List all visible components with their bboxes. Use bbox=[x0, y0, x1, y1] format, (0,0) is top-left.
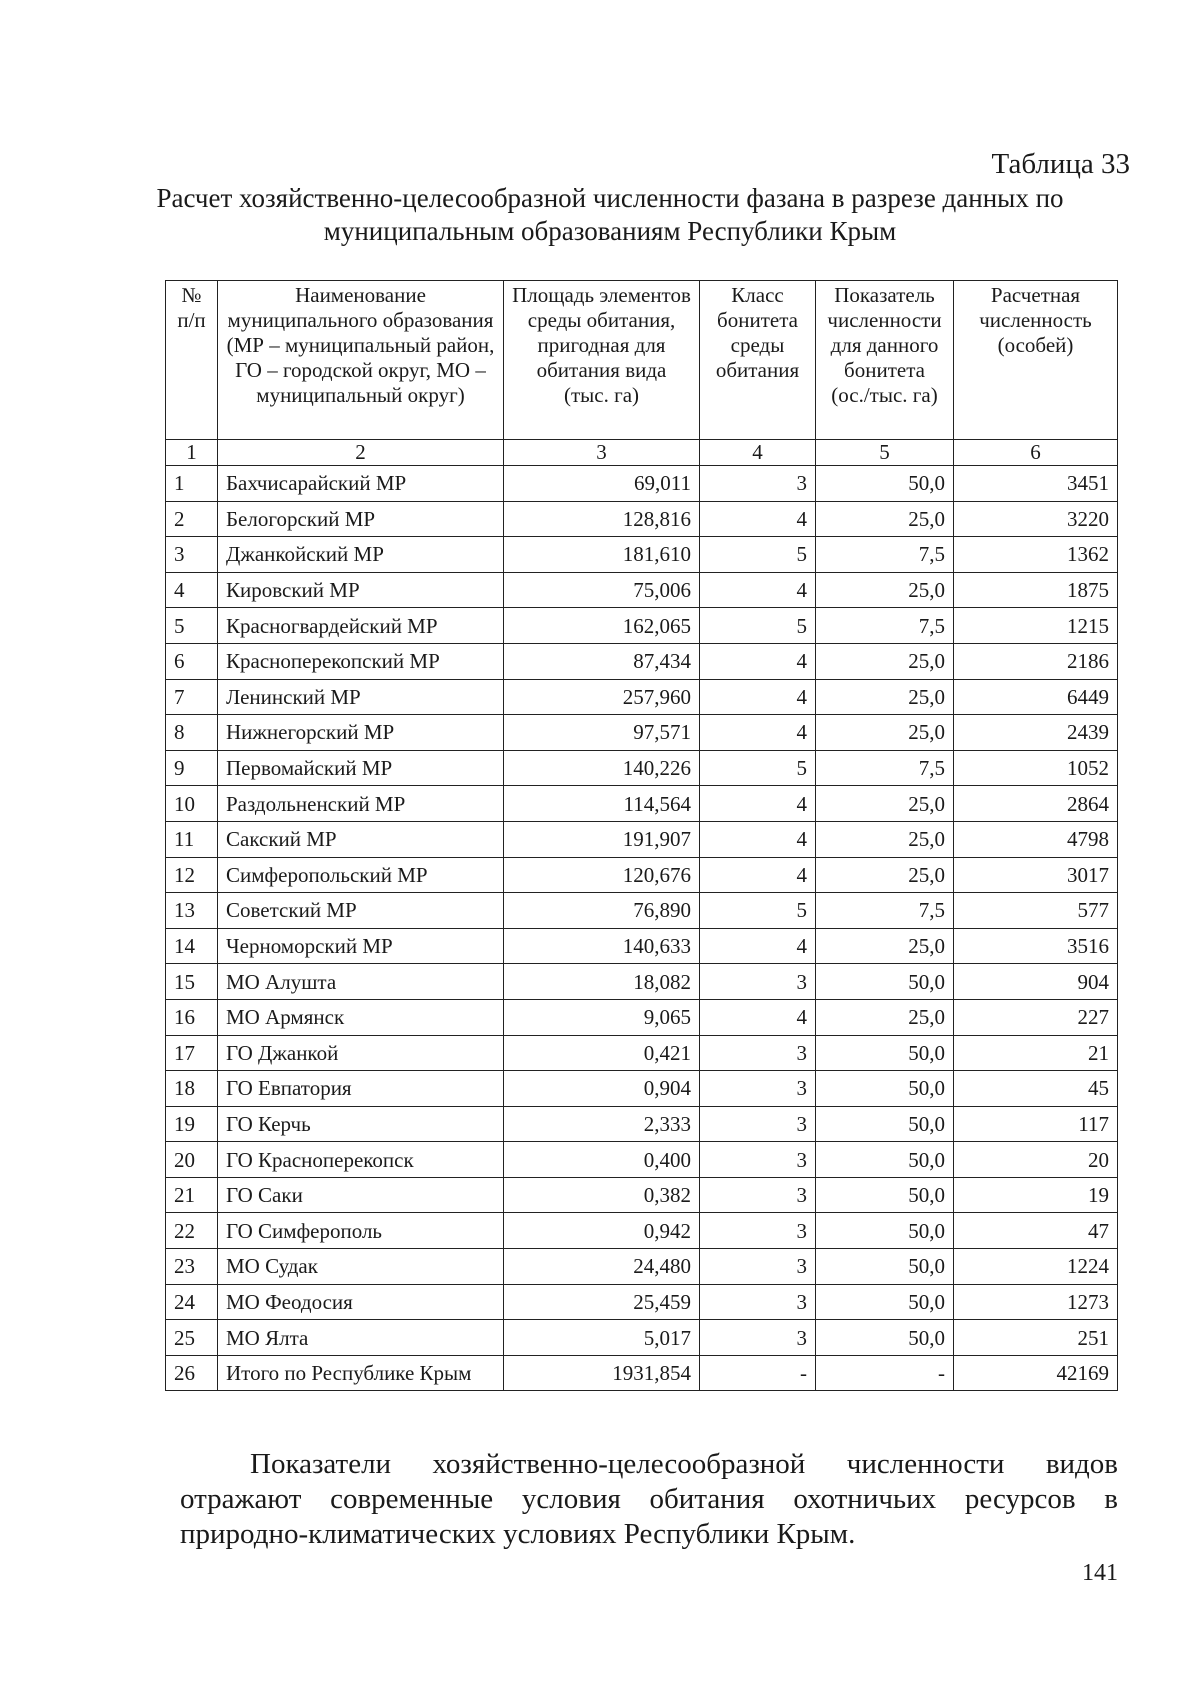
density-index-cell: 50,0 bbox=[816, 466, 954, 502]
habitat-area-cell: 162,065 bbox=[504, 608, 700, 644]
bonitet-class-cell: 3 bbox=[700, 1035, 816, 1071]
row-number-cell: 14 bbox=[166, 928, 218, 964]
municipality-name-cell: ГО Евпатория bbox=[218, 1071, 504, 1107]
column-number: 5 bbox=[816, 440, 954, 466]
row-number-cell: 19 bbox=[166, 1106, 218, 1142]
estimated-count-cell: 117 bbox=[954, 1106, 1118, 1142]
municipality-name-cell: Красноперекопский МР bbox=[218, 643, 504, 679]
estimated-count-cell: 20 bbox=[954, 1142, 1118, 1178]
habitat-area-cell: 24,480 bbox=[504, 1249, 700, 1285]
row-number-cell: 5 bbox=[166, 608, 218, 644]
density-index-cell: 25,0 bbox=[816, 821, 954, 857]
estimated-count-cell: 1273 bbox=[954, 1284, 1118, 1320]
table-row bbox=[166, 679, 1118, 715]
habitat-area-cell: 1931,854 bbox=[504, 1355, 700, 1391]
bonitet-class-cell: 3 bbox=[700, 1320, 816, 1356]
habitat-area-cell: 69,011 bbox=[504, 466, 700, 502]
bonitet-class-cell: 4 bbox=[700, 572, 816, 608]
habitat-area-cell: 75,006 bbox=[504, 572, 700, 608]
table-row bbox=[166, 1284, 1118, 1320]
municipality-name-cell: ГО Саки bbox=[218, 1177, 504, 1213]
estimated-count-cell: 2864 bbox=[954, 786, 1118, 822]
habitat-area-cell: 181,610 bbox=[504, 537, 700, 573]
municipality-name-cell: Первомайский МР bbox=[218, 750, 504, 786]
bonitet-class-cell: 3 bbox=[700, 964, 816, 1000]
habitat-area-cell: 5,017 bbox=[504, 1320, 700, 1356]
habitat-area-cell: 87,434 bbox=[504, 643, 700, 679]
row-number-cell: 16 bbox=[166, 999, 218, 1035]
municipality-name-cell: ГО Керчь bbox=[218, 1106, 504, 1142]
table-row bbox=[166, 1249, 1118, 1285]
estimated-count-cell: 227 bbox=[954, 999, 1118, 1035]
row-number-cell: 8 bbox=[166, 715, 218, 751]
table-row bbox=[166, 1071, 1118, 1107]
habitat-area-cell: 0,421 bbox=[504, 1035, 700, 1071]
municipality-name-cell: Бахчисарайский МР bbox=[218, 466, 504, 502]
habitat-area-cell: 140,633 bbox=[504, 928, 700, 964]
estimated-count-cell: 4798 bbox=[954, 821, 1118, 857]
column-header: Расчетная численность (особей) bbox=[954, 281, 1118, 440]
density-index-cell: - bbox=[816, 1355, 954, 1391]
row-number-cell: 26 bbox=[166, 1355, 218, 1391]
bonitet-class-cell: 4 bbox=[700, 643, 816, 679]
row-number-cell: 25 bbox=[166, 1320, 218, 1356]
table-body bbox=[166, 466, 1118, 1391]
estimated-count-cell: 45 bbox=[954, 1071, 1118, 1107]
density-index-cell: 7,5 bbox=[816, 537, 954, 573]
estimated-count-cell: 3516 bbox=[954, 928, 1118, 964]
table-row bbox=[166, 1106, 1118, 1142]
habitat-area-cell: 120,676 bbox=[504, 857, 700, 893]
density-index-cell: 25,0 bbox=[816, 928, 954, 964]
habitat-area-cell: 128,816 bbox=[504, 501, 700, 537]
habitat-area-cell: 9,065 bbox=[504, 999, 700, 1035]
row-number-cell: 1 bbox=[166, 466, 218, 502]
bonitet-class-cell: 5 bbox=[700, 537, 816, 573]
bonitet-class-cell: 5 bbox=[700, 608, 816, 644]
row-number-cell: 9 bbox=[166, 750, 218, 786]
row-number-cell: 4 bbox=[166, 572, 218, 608]
row-number-cell: 24 bbox=[166, 1284, 218, 1320]
row-number-cell: 21 bbox=[166, 1177, 218, 1213]
table-row bbox=[166, 1177, 1118, 1213]
column-number: 4 bbox=[700, 440, 816, 466]
estimated-count-cell: 1875 bbox=[954, 572, 1118, 608]
bonitet-class-cell: 3 bbox=[700, 1249, 816, 1285]
density-index-cell: 25,0 bbox=[816, 679, 954, 715]
municipality-name-cell: ГО Красноперекопск bbox=[218, 1142, 504, 1178]
table-title: Расчет хозяйственно-целесообразной численности фазана в разрезе данных по муниципальным образованиям Республики Крым bbox=[156, 183, 1064, 246]
density-index-cell: 25,0 bbox=[816, 786, 954, 822]
bonitet-class-cell: 3 bbox=[700, 1284, 816, 1320]
row-number-cell: 3 bbox=[166, 537, 218, 573]
density-index-cell: 50,0 bbox=[816, 1249, 954, 1285]
bonitet-class-cell: 4 bbox=[700, 501, 816, 537]
estimated-count-cell: 1362 bbox=[954, 537, 1118, 573]
estimated-count-cell: 1215 bbox=[954, 608, 1118, 644]
column-number: 1 bbox=[166, 440, 218, 466]
row-number-cell: 23 bbox=[166, 1249, 218, 1285]
municipality-name-cell: МО Ялта bbox=[218, 1320, 504, 1356]
bonitet-class-cell: 4 bbox=[700, 821, 816, 857]
bonitet-class-cell: 4 bbox=[700, 857, 816, 893]
table-row bbox=[166, 786, 1118, 822]
habitat-area-cell: 25,459 bbox=[504, 1284, 700, 1320]
bonitet-class-cell: 4 bbox=[700, 679, 816, 715]
estimated-count-cell: 2186 bbox=[954, 643, 1118, 679]
table-row bbox=[166, 1142, 1118, 1178]
density-index-cell: 50,0 bbox=[816, 1320, 954, 1356]
row-number-cell: 7 bbox=[166, 679, 218, 715]
bonitet-class-cell: 3 bbox=[700, 1142, 816, 1178]
bonitet-class-cell: 4 bbox=[700, 999, 816, 1035]
habitat-area-cell: 18,082 bbox=[504, 964, 700, 1000]
table-row bbox=[166, 1035, 1118, 1071]
table-row bbox=[166, 893, 1118, 929]
bonitet-class-cell: 3 bbox=[700, 1213, 816, 1249]
estimated-count-cell: 6449 bbox=[954, 679, 1118, 715]
column-number-row bbox=[166, 440, 1118, 466]
bonitet-class-cell: 5 bbox=[700, 893, 816, 929]
table-row bbox=[166, 608, 1118, 644]
habitat-area-cell: 0,400 bbox=[504, 1142, 700, 1178]
table-row bbox=[166, 715, 1118, 751]
municipality-name-cell: Сакский МР bbox=[218, 821, 504, 857]
row-number-cell: 20 bbox=[166, 1142, 218, 1178]
table-row bbox=[166, 1320, 1118, 1356]
table-row bbox=[166, 1355, 1118, 1391]
habitat-area-cell: 257,960 bbox=[504, 679, 700, 715]
municipality-name-cell: Белогорский МР bbox=[218, 501, 504, 537]
density-index-cell: 7,5 bbox=[816, 893, 954, 929]
density-index-cell: 25,0 bbox=[816, 999, 954, 1035]
habitat-area-cell: 114,564 bbox=[504, 786, 700, 822]
row-number-cell: 12 bbox=[166, 857, 218, 893]
density-index-cell: 25,0 bbox=[816, 643, 954, 679]
habitat-area-cell: 97,571 bbox=[504, 715, 700, 751]
table-row bbox=[166, 750, 1118, 786]
municipality-name-cell: Симферопольский МР bbox=[218, 857, 504, 893]
bonitet-class-cell: 3 bbox=[700, 466, 816, 502]
column-number: 3 bbox=[504, 440, 700, 466]
municipality-name-cell: Нижнегорский МР bbox=[218, 715, 504, 751]
table-header-row bbox=[166, 281, 1118, 440]
estimated-count-cell: 21 bbox=[954, 1035, 1118, 1071]
municipality-name-cell: Ленинский МР bbox=[218, 679, 504, 715]
table-row bbox=[166, 572, 1118, 608]
density-index-cell: 50,0 bbox=[816, 1035, 954, 1071]
column-header: Класс бонитета среды обитания bbox=[700, 281, 816, 440]
municipality-name-cell: МО Судак bbox=[218, 1249, 504, 1285]
row-number-cell: 2 bbox=[166, 501, 218, 537]
bonitet-class-cell: 4 bbox=[700, 928, 816, 964]
density-index-cell: 50,0 bbox=[816, 964, 954, 1000]
row-number-cell: 17 bbox=[166, 1035, 218, 1071]
table-row bbox=[166, 643, 1118, 679]
column-header: Наименование муниципального образования (МР – муниципальный район, ГО – городской округ, МО – муниципальный округ) bbox=[218, 281, 504, 440]
density-index-cell: 50,0 bbox=[816, 1284, 954, 1320]
row-number-cell: 11 bbox=[166, 821, 218, 857]
data-table bbox=[165, 280, 1118, 1391]
municipality-name-cell: Кировский МР bbox=[218, 572, 504, 608]
table-row bbox=[166, 821, 1118, 857]
table-label: Таблица 33 bbox=[991, 148, 1130, 180]
habitat-area-cell: 0,382 bbox=[504, 1177, 700, 1213]
density-index-cell: 50,0 bbox=[816, 1071, 954, 1107]
estimated-count-cell: 577 bbox=[954, 893, 1118, 929]
municipality-name-cell: Итого по Республике Крым bbox=[218, 1355, 504, 1391]
estimated-count-cell: 3451 bbox=[954, 466, 1118, 502]
density-index-cell: 50,0 bbox=[816, 1142, 954, 1178]
density-index-cell: 7,5 bbox=[816, 608, 954, 644]
body-paragraph: Показатели хозяйственно-целесообразной численности видов отражают современные условия обитания охотничьих ресурсов в природно-климатических условиях Республики Крым. bbox=[180, 1448, 1118, 1550]
row-number-cell: 13 bbox=[166, 893, 218, 929]
row-number-cell: 10 bbox=[166, 786, 218, 822]
column-header: Показатель численности для данного бонитета (ос./тыс. га) bbox=[816, 281, 954, 440]
estimated-count-cell: 19 bbox=[954, 1177, 1118, 1213]
estimated-count-cell: 904 bbox=[954, 964, 1118, 1000]
column-number: 2 bbox=[218, 440, 504, 466]
municipality-name-cell: Черноморский МР bbox=[218, 928, 504, 964]
density-index-cell: 25,0 bbox=[816, 715, 954, 751]
bonitet-class-cell: 3 bbox=[700, 1177, 816, 1213]
table-row bbox=[166, 537, 1118, 573]
municipality-name-cell: Джанкойский МР bbox=[218, 537, 504, 573]
habitat-area-cell: 140,226 bbox=[504, 750, 700, 786]
density-index-cell: 25,0 bbox=[816, 857, 954, 893]
table-row bbox=[166, 466, 1118, 502]
table-row bbox=[166, 928, 1118, 964]
municipality-name-cell: ГО Джанкой bbox=[218, 1035, 504, 1071]
municipality-name-cell: МО Феодосия bbox=[218, 1284, 504, 1320]
row-number-cell: 18 bbox=[166, 1071, 218, 1107]
row-number-cell: 6 bbox=[166, 643, 218, 679]
density-index-cell: 25,0 bbox=[816, 501, 954, 537]
row-number-cell: 22 bbox=[166, 1213, 218, 1249]
table-row bbox=[166, 964, 1118, 1000]
estimated-count-cell: 1052 bbox=[954, 750, 1118, 786]
municipality-name-cell: Красногвардейский МР bbox=[218, 608, 504, 644]
estimated-count-cell: 47 bbox=[954, 1213, 1118, 1249]
table-row bbox=[166, 999, 1118, 1035]
habitat-area-cell: 76,890 bbox=[504, 893, 700, 929]
table-row bbox=[166, 857, 1118, 893]
habitat-area-cell: 191,907 bbox=[504, 821, 700, 857]
table-row bbox=[166, 1213, 1118, 1249]
municipality-name-cell: Раздольненский МР bbox=[218, 786, 504, 822]
habitat-area-cell: 0,942 bbox=[504, 1213, 700, 1249]
municipality-name-cell: Советский МР bbox=[218, 893, 504, 929]
estimated-count-cell: 3220 bbox=[954, 501, 1118, 537]
bonitet-class-cell: 3 bbox=[700, 1071, 816, 1107]
estimated-count-cell: 42169 bbox=[954, 1355, 1118, 1391]
habitat-area-cell: 2,333 bbox=[504, 1106, 700, 1142]
density-index-cell: 50,0 bbox=[816, 1106, 954, 1142]
bonitet-class-cell: 5 bbox=[700, 750, 816, 786]
row-number-cell: 15 bbox=[166, 964, 218, 1000]
column-header: Площадь элементов среды обитания, пригодная для обитания вида (тыс. га) bbox=[504, 281, 700, 440]
estimated-count-cell: 3017 bbox=[954, 857, 1118, 893]
density-index-cell: 50,0 bbox=[816, 1177, 954, 1213]
municipality-name-cell: МО Армянск bbox=[218, 999, 504, 1035]
page-number: 141 bbox=[1082, 1560, 1118, 1586]
density-index-cell: 25,0 bbox=[816, 572, 954, 608]
density-index-cell: 50,0 bbox=[816, 1213, 954, 1249]
estimated-count-cell: 251 bbox=[954, 1320, 1118, 1356]
bonitet-class-cell: - bbox=[700, 1355, 816, 1391]
municipality-name-cell: ГО Симферополь bbox=[218, 1213, 504, 1249]
table-row bbox=[166, 501, 1118, 537]
column-number: 6 bbox=[954, 440, 1118, 466]
bonitet-class-cell: 4 bbox=[700, 715, 816, 751]
habitat-area-cell: 0,904 bbox=[504, 1071, 700, 1107]
estimated-count-cell: 2439 bbox=[954, 715, 1118, 751]
bonitet-class-cell: 4 bbox=[700, 786, 816, 822]
municipality-name-cell: МО Алушта bbox=[218, 964, 504, 1000]
estimated-count-cell: 1224 bbox=[954, 1249, 1118, 1285]
column-header: № п/п bbox=[166, 281, 218, 440]
bonitet-class-cell: 3 bbox=[700, 1106, 816, 1142]
density-index-cell: 7,5 bbox=[816, 750, 954, 786]
